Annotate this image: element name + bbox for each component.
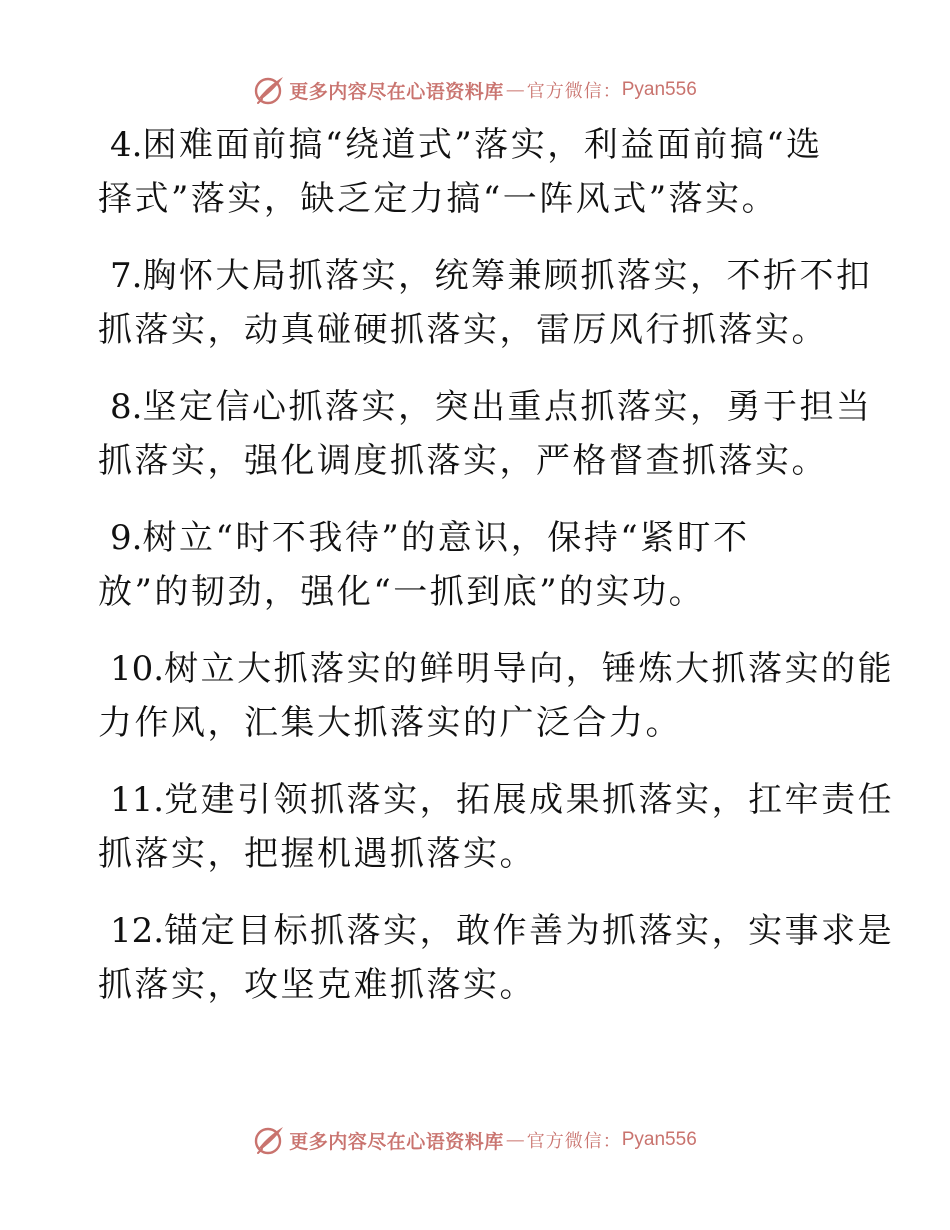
item-line: 抓落实，动真碰硬抓落实，雷厉风行抓落实。 bbox=[98, 310, 828, 350]
item-number: 11. bbox=[110, 780, 165, 820]
item-line: 抓落实，攻坚克难抓落实。 bbox=[98, 965, 536, 1005]
list-item bbox=[98, 380, 873, 488]
item-text: 胸怀大局抓落实，统筹兼顾抓落实，不折不扣 bbox=[142, 256, 873, 296]
header-wechat-id: Pyan556 bbox=[621, 79, 697, 100]
item-line: 抓落实，强化调度抓落实，严格督查抓落实。 bbox=[98, 441, 828, 481]
item-line: 抓落实，把握机遇抓落实。 bbox=[98, 834, 536, 874]
header-dash: — bbox=[505, 79, 525, 101]
item-text: 困难面前搞“绕道式”落实，利益面前搞“选 bbox=[142, 125, 823, 165]
item-line bbox=[98, 249, 873, 303]
item-number: 12. bbox=[110, 911, 165, 951]
footer-dash: — bbox=[505, 1129, 525, 1151]
item-line: 力作风，汇集大抓落实的广泛合力。 bbox=[98, 703, 682, 743]
item-line bbox=[98, 904, 895, 958]
item-line bbox=[98, 642, 895, 696]
header-wechat-label: 官方微信： bbox=[526, 81, 622, 102]
item-text: 树立“时不我待”的意识，保持“紧盯不 bbox=[142, 518, 750, 558]
item-number: 7. bbox=[110, 256, 143, 296]
footer-watermark bbox=[0, 1120, 950, 1160]
list-item bbox=[98, 642, 895, 750]
quill-logo-icon bbox=[253, 1124, 285, 1156]
footer-site-text: 更多内容尽在心语资料库 bbox=[289, 1130, 504, 1153]
list-item bbox=[98, 249, 873, 357]
item-number: 4. bbox=[110, 125, 143, 165]
item-text: 坚定信心抓落实，突出重点抓落实，勇于担当 bbox=[142, 387, 873, 427]
item-number: 8. bbox=[110, 387, 143, 427]
list-item bbox=[98, 511, 858, 619]
item-line: 择式”落实，缺乏定力搞“一阵风式”落实。 bbox=[98, 179, 779, 219]
header-watermark bbox=[0, 70, 950, 110]
item-text: 锚定目标抓落实，敢作善为抓落实，实事求是 bbox=[164, 911, 895, 951]
document-body bbox=[98, 118, 895, 1035]
item-number: 10. bbox=[110, 649, 165, 689]
item-line bbox=[98, 511, 858, 565]
list-item bbox=[98, 904, 895, 1012]
item-text: 树立大抓落实的鲜明导向，锤炼大抓落实的能 bbox=[164, 649, 895, 689]
item-line: 放”的韧劲，强化“一抓到底”的实功。 bbox=[98, 572, 706, 612]
list-item bbox=[98, 118, 858, 226]
footer-wechat-label: 官方微信： bbox=[526, 1131, 622, 1152]
quill-logo-icon bbox=[253, 74, 285, 106]
list-item bbox=[98, 773, 895, 881]
item-line bbox=[98, 773, 895, 827]
item-text: 党建引领抓落实，拓展成果抓落实，扛牢责任 bbox=[164, 780, 895, 820]
header-site-text: 更多内容尽在心语资料库 bbox=[289, 80, 504, 103]
item-line bbox=[98, 118, 858, 172]
item-line bbox=[98, 380, 873, 434]
footer-wechat-id: Pyan556 bbox=[621, 1129, 697, 1150]
item-number: 9. bbox=[110, 518, 143, 558]
